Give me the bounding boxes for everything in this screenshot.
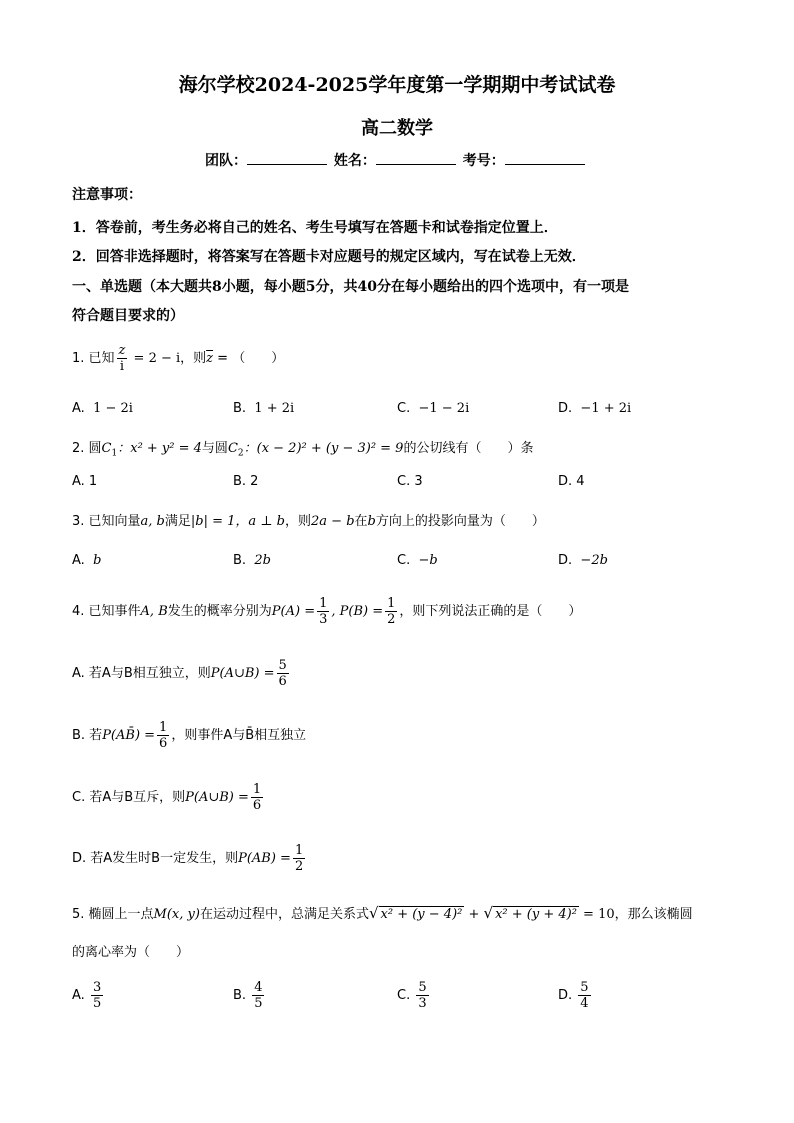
notes-item-2: 2．回答非选择题时，将答案写在答题卡对应题号的规定区域内，写在试卷上无效．: [72, 249, 586, 265]
info-line: [205, 150, 587, 170]
q3-option-b[interactable]: B. 2b: [233, 553, 271, 568]
q5-option-a[interactable]: A. $\frac{3}{5}$: [72, 980, 102, 1011]
notes-item-1: 1．答卷前，考生务必将自己的姓名、考生号填写在答题卡和试卷指定位置上．: [72, 220, 558, 236]
q3-option-a[interactable]: A. b: [72, 553, 102, 568]
q1-zbar: $\overline{z}$: [206, 351, 214, 366]
subject-title: 高二数学: [361, 118, 433, 139]
exam-title: 海尔学校2024-2025学年度第一学期期中考试试卷: [178, 74, 616, 96]
q1-option-d[interactable]: D. −1 + 2i: [558, 401, 632, 416]
q3-option-d[interactable]: D. −2b: [558, 553, 608, 568]
q4-option-a[interactable]: A. 若A与B相互独立，则P(A∪B) = $\frac{5}{6}$: [72, 658, 287, 689]
q1-prefix: 1. 已知: [72, 351, 115, 366]
q1-option-c[interactable]: C. −1 − 2i: [397, 401, 470, 416]
team-label: 团队：: [205, 153, 247, 169]
q4-option-c[interactable]: C. 若A与B互斥，则P(A∪B) = $\frac{1}{6}$: [72, 782, 262, 813]
q1-option-a[interactable]: A. 1 − 2i: [72, 401, 133, 416]
q1-fraction: $\frac{z}{i}$: [118, 343, 126, 374]
q5-option-d[interactable]: D. $\frac{5}{4}$: [558, 980, 589, 1011]
q1-rhs: = 2 − i: [129, 351, 181, 366]
q4-option-b[interactable]: B. 若P(AB̄) = $\frac{1}{6}$ ，则事件A与B̄相互独立: [72, 720, 307, 751]
q2-option-c[interactable]: C. 3: [397, 474, 423, 489]
q1-option-b[interactable]: B. 1 + 2i: [233, 401, 295, 416]
q2-option-b[interactable]: B. 2: [233, 474, 259, 489]
q5-option-c[interactable]: C. $\frac{5}{3}$: [397, 980, 427, 1011]
section-heading-line1: 一、单选题（本大题共8小题，每小题5分，共40分在每小题给出的四个选项中，有一项是: [72, 279, 629, 295]
id-label: 考号：: [462, 153, 505, 169]
question-4: 4. 已知事件A, B发生的概率分别为P(A) = $\frac{1}{3}$ , P(B) = $\frac{1}{2}$ ，则下列说法正确的是（ ）: [72, 596, 582, 627]
question-5-line2: 的离心率为（ ）: [72, 945, 190, 960]
section-heading-line2: 符合题目要求的）: [72, 308, 184, 324]
q4-option-d[interactable]: D. 若A发生时B一定发生，则P(AB) = $\frac{1}{2}$: [72, 843, 304, 874]
q5-option-b[interactable]: B. $\frac{4}{5}$: [233, 980, 263, 1011]
q1-suffix: = （ ）: [213, 351, 285, 366]
name-label: 姓名：: [333, 153, 376, 169]
question-5: 5. 椭圆上一点M(x, y)在运动过程中，总满足关系式√ x² + (y − 4)² + √ x² + (y + 4)² = 10，那么该椭圆: [72, 904, 693, 922]
team-blank[interactable]: [247, 150, 327, 165]
q1-mid: ，则: [180, 351, 207, 366]
id-blank[interactable]: [505, 150, 585, 165]
question-1: [72, 343, 284, 374]
question-2: 2. 圆$C_1$：x² + y² = 4与圆$C_2$：(x − 2)² + (y − 3)² = 9的公切线有（ ）条: [72, 441, 534, 459]
notes-heading: 注意事项：: [72, 187, 142, 203]
q2-option-d[interactable]: D. 4: [558, 474, 585, 489]
name-blank[interactable]: [376, 150, 456, 165]
question-3: 3. 已知向量a, b满足|b| = 1，a ⊥ b，则2a − b在b方向上的投影向量为（ ）: [72, 514, 545, 529]
q3-option-c[interactable]: C. −b: [397, 553, 438, 568]
q2-option-a[interactable]: A. 1: [72, 474, 98, 489]
